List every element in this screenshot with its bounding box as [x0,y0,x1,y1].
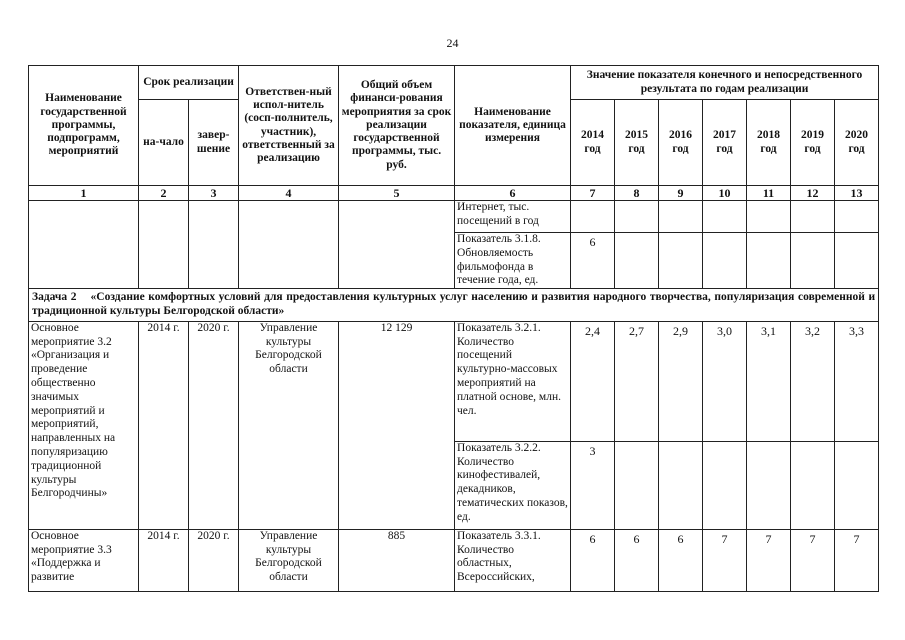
indicator-value: 6 [659,529,703,591]
column-number: 4 [239,186,339,201]
table-row [29,201,879,233]
indicator-value: 3,1 [747,321,791,441]
header-funding: Общий объем финанси-рования мероприятия за срок реализации государственной программы, тыс. руб. [339,66,455,186]
program-table [28,65,879,592]
task-2 [29,289,879,322]
header-year: 2015 год [615,100,659,186]
header-year: 2020 год [835,100,879,186]
indicator-value: 3 [571,441,615,529]
indicator-value: 7 [835,529,879,591]
column-number: 12 [791,186,835,201]
column-number: 6 [455,186,571,201]
task-row [29,289,879,322]
column-number: 1 [29,186,139,201]
indicator-3-1-8: Показатель 3.1.8. Обновляемость фильмофонда в течение года, ед. [455,233,571,289]
header-indicator: Наименование показателя, единица измерения [455,66,571,186]
column-number: 3 [189,186,239,201]
indicator-3-2-1: Показатель 3.2.1. Количество посещений культурно-массовых мероприятий на платной основе, млн. чел. [455,321,571,441]
indicator-continued: Интернет, тыс. посещений в год [455,201,571,233]
event-3-2-start: 2014 г. [139,321,189,529]
event-3-2-end: 2020 г. [189,321,239,529]
header-responsible: Ответствен-ный испол-нитель (сосп-полнитель, участник), ответственный за реализацию [239,66,339,186]
header-year: 2017 год [703,100,747,186]
header-values-title: Значение показателя конечного и непосредственного результата по годам реализации [571,66,879,100]
header-start: на-чало [139,100,189,186]
indicator-value: 2,4 [571,321,615,441]
event-3-3-start: 2014 г. [139,529,189,591]
column-number: 10 [703,186,747,201]
column-number: 11 [747,186,791,201]
table-row [29,529,879,591]
header-term: Срок реализации [139,66,239,100]
event-3-3-end: 2020 г. [189,529,239,591]
header-year: 2019 год [791,100,835,186]
indicator-value: 3,0 [703,321,747,441]
header-year: 2016 год [659,100,703,186]
task-label: Задача 2 [32,291,77,304]
header-year: 2014 год [571,100,615,186]
column-number: 5 [339,186,455,201]
indicator-value: 6 [615,529,659,591]
event-3-3-name: Основное мероприятие 3.3 «Поддержка и развитие [29,529,139,591]
header-program-name: Наименование государственной программы, подпрограмм, мероприятий [29,66,139,186]
indicator-value: 2,9 [659,321,703,441]
indicator-value: 3,3 [835,321,879,441]
column-number: 7 [571,186,615,201]
column-number: 2 [139,186,189,201]
column-number: 9 [659,186,703,201]
indicator-value: 6 [571,529,615,591]
column-number: 13 [835,186,879,201]
indicator-value: 7 [791,529,835,591]
table-row [29,321,879,441]
task-text: «Создание комфортных условий для предоставления культурных услуг населению и развития народного творчества, популяризация современной и традиционной культуры Белгородской области» [32,291,876,317]
event-3-2-name: Основное мероприятие 3.2 «Организация и проведение общественно значимых мероприятий и мероприятий, направленных на популяризацию традиционной культуры Белгородчины» [29,321,139,529]
indicator-3-3-1: Показатель 3.3.1. Количество областных, Всероссийских, [455,529,571,591]
indicator-value: 7 [747,529,791,591]
header-end: завер-шение [189,100,239,186]
event-3-3-funding: 885 [339,529,455,591]
indicator-3-2-2: Показатель 3.2.2. Количество кинофестивалей, декадников, тематических показов, ед. [455,441,571,529]
indicator-value: 6 [571,233,615,289]
event-3-3-responsible: Управление культуры Белгородской области [239,529,339,591]
indicator-value: 2,7 [615,321,659,441]
event-3-2-responsible: Управление культуры Белгородской области [239,321,339,529]
page-number: 24 [446,36,459,50]
header-year: 2018 год [747,100,791,186]
indicator-value: 7 [703,529,747,591]
indicator-value: 3,2 [791,321,835,441]
column-number: 8 [615,186,659,201]
event-3-2-funding: 12 129 [339,321,455,529]
